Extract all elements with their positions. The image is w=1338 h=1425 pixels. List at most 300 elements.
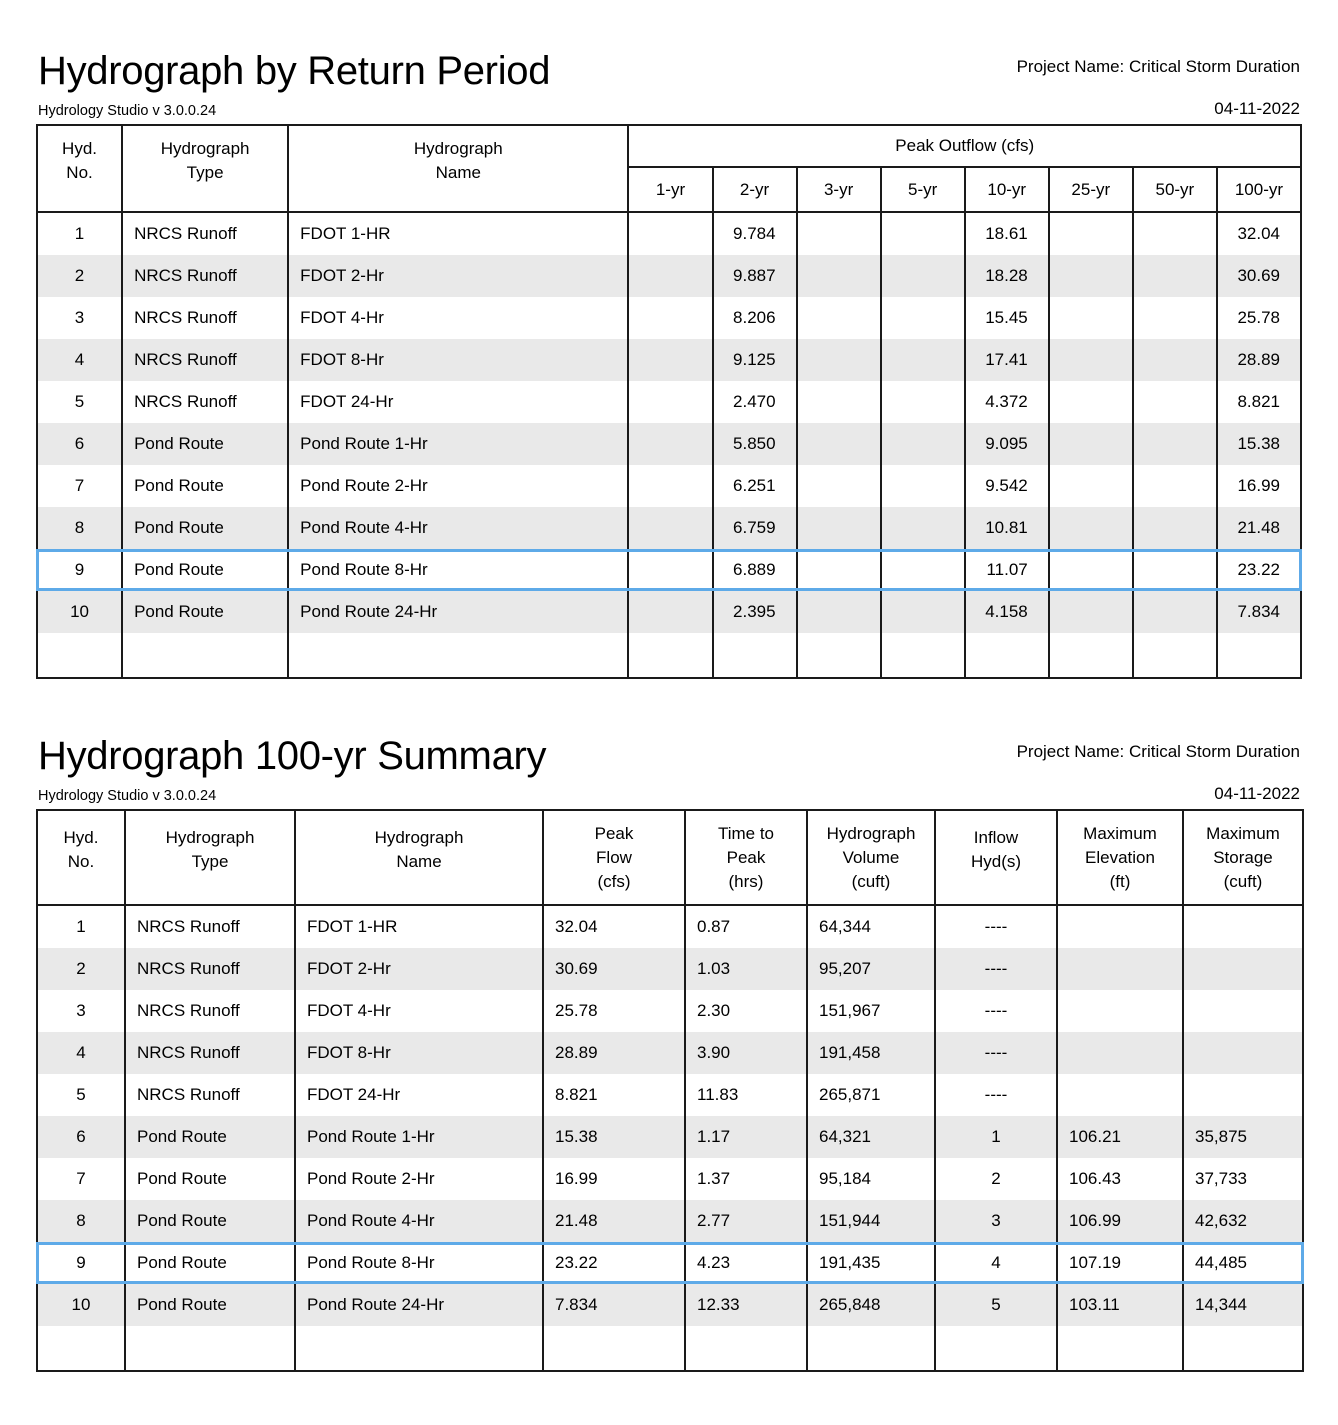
cell-peak-outflow-50-yr bbox=[1133, 212, 1217, 255]
cell-hydrograph-name bbox=[288, 423, 628, 465]
column-header-100yr: 100-yr bbox=[1217, 167, 1301, 212]
cell-peak-outflow-2-yr bbox=[713, 507, 797, 549]
cell-hydrograph-name bbox=[288, 255, 628, 297]
cell-hyd-no-text: 1 bbox=[74, 224, 85, 243]
cell-peak-outflow-3-yr bbox=[797, 381, 881, 423]
software-version-label: Hydrology Studio v 3.0.0.24 bbox=[38, 788, 217, 804]
header-line-2: Elevation bbox=[1085, 848, 1155, 867]
cell-peak-outflow-5-yr bbox=[881, 297, 965, 339]
cell-peak-outflow-2-yr bbox=[713, 591, 797, 633]
cell-peak-flow-text: 23.22 bbox=[555, 1253, 598, 1272]
cell-peak-flow-text: 21.48 bbox=[555, 1211, 598, 1230]
report-date-label: 04-11-2022 bbox=[1214, 784, 1300, 803]
header-line-1: Maximum bbox=[1083, 824, 1157, 843]
cell-peak-outflow-1-yr bbox=[628, 381, 712, 423]
cell-peak-outflow-5-yr bbox=[881, 339, 965, 381]
header-line-3: (cfs) bbox=[597, 872, 631, 891]
cell-peak-outflow-100-yr-text: 32.04 bbox=[1237, 224, 1280, 243]
table-row[interactable] bbox=[37, 507, 1301, 549]
cell-hydrograph-type-text: NRCS Runoff bbox=[134, 224, 237, 243]
cell-peak-outflow-100-yr-text: 21.48 bbox=[1237, 518, 1280, 537]
header-line-1: Inflow bbox=[973, 828, 1019, 847]
header-line-1: Hyd. bbox=[63, 828, 99, 847]
cell-maximum-elevation bbox=[1057, 1200, 1183, 1242]
cell-peak-outflow-25-yr bbox=[1049, 465, 1133, 507]
column-header-inflow-hyds bbox=[935, 810, 1057, 905]
cell-peak-outflow-2-yr-text: 9.887 bbox=[733, 266, 776, 285]
table-body bbox=[37, 905, 1303, 1371]
cell-peak-outflow-100-yr bbox=[1217, 465, 1301, 507]
cell-maximum-storage bbox=[1183, 1032, 1303, 1074]
cell-maximum-storage bbox=[1183, 1284, 1303, 1326]
empty-cell bbox=[628, 633, 712, 678]
header-line-2: Name bbox=[435, 163, 481, 182]
empty-cell bbox=[685, 1326, 807, 1371]
cell-hydrograph-type-text: NRCS Runoff bbox=[137, 1043, 240, 1062]
table-row[interactable] bbox=[37, 1074, 1303, 1116]
header-line-1: Time to bbox=[717, 824, 775, 843]
cell-peak-flow bbox=[543, 1032, 685, 1074]
section-one-header bbox=[36, 46, 1302, 124]
table-row[interactable] bbox=[37, 990, 1303, 1032]
cell-peak-outflow-100-yr-text: 15.38 bbox=[1237, 434, 1280, 453]
cell-hydrograph-name bbox=[295, 1032, 543, 1074]
column-header-hydrograph-volume bbox=[807, 810, 935, 905]
cell-time-to-peak bbox=[685, 1032, 807, 1074]
cell-peak-outflow-100-yr bbox=[1217, 297, 1301, 339]
cell-hydrograph-volume-text: 265,871 bbox=[819, 1085, 881, 1104]
header-line-1: Hydrograph bbox=[826, 824, 916, 843]
table-row[interactable] bbox=[37, 339, 1301, 381]
cell-time-to-peak-text: 12.33 bbox=[697, 1295, 740, 1314]
header-line-3: (ft) bbox=[1109, 872, 1131, 891]
cell-hydrograph-type bbox=[122, 212, 288, 255]
table-row[interactable] bbox=[37, 1158, 1303, 1200]
cell-peak-flow bbox=[543, 905, 685, 948]
cell-hyd-no bbox=[37, 212, 122, 255]
cell-hydrograph-name-text: FDOT 4-Hr bbox=[300, 308, 384, 327]
cell-maximum-storage-text: 42,632 bbox=[1195, 1211, 1247, 1230]
cell-peak-outflow-2-yr bbox=[713, 465, 797, 507]
table-body bbox=[37, 212, 1301, 678]
cell-hyd-no-text: 3 bbox=[74, 308, 85, 327]
cell-peak-outflow-100-yr-text: 28.89 bbox=[1237, 350, 1280, 369]
cell-time-to-peak-text: 1.37 bbox=[697, 1169, 731, 1188]
cell-peak-outflow-25-yr bbox=[1049, 339, 1133, 381]
cell-hydrograph-type bbox=[122, 591, 288, 633]
cell-hydrograph-type-text: Pond Route bbox=[137, 1169, 227, 1188]
header-line-2: Type bbox=[191, 852, 229, 871]
cell-hyd-no-text: 6 bbox=[74, 434, 85, 453]
cell-inflow-hyds-text: ---- bbox=[984, 917, 1008, 936]
cell-maximum-storage-text: 35,875 bbox=[1195, 1127, 1247, 1146]
table-row[interactable] bbox=[37, 255, 1301, 297]
cell-hydrograph-volume-text: 151,944 bbox=[819, 1211, 881, 1230]
cell-maximum-elevation-text: 106.21 bbox=[1069, 1127, 1121, 1146]
cell-peak-outflow-100-yr bbox=[1217, 212, 1301, 255]
cell-peak-flow-text: 25.78 bbox=[555, 1001, 598, 1020]
column-header-hydrograph-type bbox=[125, 810, 295, 905]
cell-hyd-no-text: 10 bbox=[70, 602, 89, 621]
cell-inflow-hyds bbox=[935, 990, 1057, 1032]
cell-peak-outflow-50-yr bbox=[1133, 507, 1217, 549]
cell-inflow-hyds bbox=[935, 1032, 1057, 1074]
cell-hyd-no-text: 6 bbox=[76, 1127, 86, 1146]
cell-hydrograph-type bbox=[125, 1284, 295, 1326]
table-row[interactable] bbox=[37, 297, 1301, 339]
cell-hydrograph-volume bbox=[807, 1158, 935, 1200]
empty-cell bbox=[125, 1326, 295, 1371]
cell-time-to-peak-text: 3.90 bbox=[697, 1043, 731, 1062]
table-row[interactable] bbox=[37, 591, 1301, 633]
cell-peak-outflow-100-yr bbox=[1217, 381, 1301, 423]
cell-peak-outflow-25-yr bbox=[1049, 591, 1133, 633]
cell-hyd-no bbox=[37, 465, 122, 507]
header-line-2: No. bbox=[66, 163, 93, 182]
cell-hydrograph-type bbox=[125, 905, 295, 948]
cell-peak-flow bbox=[543, 1242, 685, 1284]
cell-hydrograph-volume bbox=[807, 1242, 935, 1284]
cell-hyd-no-text: 4 bbox=[74, 350, 85, 369]
cell-maximum-storage bbox=[1183, 905, 1303, 948]
cell-time-to-peak-text: 1.03 bbox=[697, 959, 731, 978]
cell-peak-outflow-50-yr bbox=[1133, 297, 1217, 339]
cell-hyd-no bbox=[37, 1200, 125, 1242]
cell-hydrograph-type bbox=[122, 297, 288, 339]
cell-peak-outflow-50-yr bbox=[1133, 255, 1217, 297]
table-row[interactable] bbox=[37, 1242, 1303, 1284]
cell-peak-flow bbox=[543, 1074, 685, 1116]
cell-peak-outflow-1-yr bbox=[628, 423, 712, 465]
cell-hydrograph-type-text: Pond Route bbox=[134, 476, 224, 495]
cell-hydrograph-name-text: Pond Route 8-Hr bbox=[307, 1253, 435, 1272]
project-name-label: Project Name: Critical Storm Duration bbox=[1016, 57, 1300, 76]
cell-peak-outflow-10-yr bbox=[965, 339, 1049, 381]
cell-hydrograph-volume-text: 191,458 bbox=[819, 1043, 881, 1062]
cell-peak-outflow-5-yr bbox=[881, 465, 965, 507]
cell-hydrograph-type bbox=[125, 948, 295, 990]
cell-peak-outflow-10-yr bbox=[965, 212, 1049, 255]
cell-inflow-hyds bbox=[935, 1158, 1057, 1200]
cell-hyd-no-text: 5 bbox=[74, 392, 85, 411]
cell-peak-outflow-100-yr bbox=[1217, 549, 1301, 591]
cell-maximum-elevation-text: 103.11 bbox=[1069, 1295, 1120, 1314]
cell-hydrograph-name-text: FDOT 24-Hr bbox=[300, 392, 394, 411]
cell-hyd-no-text: 2 bbox=[76, 959, 86, 978]
cell-hydrograph-name bbox=[295, 990, 543, 1032]
cell-time-to-peak bbox=[685, 1242, 807, 1284]
cell-peak-flow-text: 15.38 bbox=[555, 1127, 598, 1146]
cell-inflow-hyds bbox=[935, 1074, 1057, 1116]
cell-maximum-elevation bbox=[1057, 1284, 1183, 1326]
column-header-maximum-storage bbox=[1183, 810, 1303, 905]
cell-hydrograph-name-text: FDOT 8-Hr bbox=[307, 1043, 391, 1062]
cell-hydrograph-type-text: NRCS Runoff bbox=[134, 350, 237, 369]
cell-inflow-hyds bbox=[935, 905, 1057, 948]
cell-peak-outflow-2-yr-text: 9.125 bbox=[733, 350, 776, 369]
cell-hydrograph-type-text: NRCS Runoff bbox=[134, 266, 237, 285]
cell-maximum-elevation bbox=[1057, 1242, 1183, 1284]
column-header-10yr: 10-yr bbox=[965, 167, 1049, 212]
empty-cell bbox=[295, 1326, 543, 1371]
cell-peak-outflow-10-yr-text: 18.61 bbox=[985, 224, 1028, 243]
cell-peak-outflow-50-yr bbox=[1133, 423, 1217, 465]
cell-peak-outflow-2-yr-text: 8.206 bbox=[733, 308, 776, 327]
cell-hydrograph-name-text: FDOT 2-Hr bbox=[300, 266, 384, 285]
column-header-hyd-no bbox=[37, 810, 125, 905]
cell-hyd-no bbox=[37, 1284, 125, 1326]
cell-maximum-storage-text: 14,344 bbox=[1195, 1295, 1247, 1314]
cell-maximum-elevation bbox=[1057, 1116, 1183, 1158]
cell-hydrograph-type-text: NRCS Runoff bbox=[134, 392, 237, 411]
cell-peak-outflow-10-yr bbox=[965, 549, 1049, 591]
cell-peak-flow bbox=[543, 1200, 685, 1242]
cell-maximum-storage bbox=[1183, 1074, 1303, 1116]
cell-peak-outflow-100-yr-text: 23.22 bbox=[1237, 560, 1280, 579]
cell-maximum-elevation-text: 107.19 bbox=[1069, 1253, 1121, 1272]
cell-peak-outflow-1-yr bbox=[628, 212, 712, 255]
cell-hydrograph-name-text: Pond Route 1-Hr bbox=[300, 434, 428, 453]
cell-peak-outflow-25-yr bbox=[1049, 549, 1133, 591]
cell-hyd-no bbox=[37, 255, 122, 297]
empty-cell bbox=[797, 633, 881, 678]
cell-hydrograph-name-text: FDOT 24-Hr bbox=[307, 1085, 401, 1104]
cell-inflow-hyds-text: ---- bbox=[984, 1085, 1008, 1104]
cell-peak-outflow-2-yr-text: 2.395 bbox=[733, 602, 776, 621]
cell-peak-outflow-10-yr-text: 4.158 bbox=[985, 602, 1028, 621]
cell-peak-flow-text: 32.04 bbox=[555, 917, 598, 936]
cell-peak-outflow-2-yr-text: 6.251 bbox=[733, 476, 776, 495]
cell-inflow-hyds bbox=[935, 1242, 1057, 1284]
cell-time-to-peak-text: 1.17 bbox=[697, 1127, 731, 1146]
cell-time-to-peak-text: 2.77 bbox=[697, 1211, 731, 1230]
header-line-1: Maximum bbox=[1206, 824, 1280, 843]
cell-hydrograph-type bbox=[125, 1242, 295, 1284]
cell-hydrograph-type-text: Pond Route bbox=[134, 602, 224, 621]
cell-maximum-storage bbox=[1183, 1242, 1303, 1284]
cell-peak-outflow-3-yr bbox=[797, 339, 881, 381]
cell-peak-outflow-100-yr-text: 16.99 bbox=[1237, 476, 1280, 495]
cell-peak-outflow-2-yr bbox=[713, 381, 797, 423]
cell-hyd-no-text: 5 bbox=[76, 1085, 86, 1104]
cell-hydrograph-type-text: NRCS Runoff bbox=[137, 1001, 240, 1020]
column-header-2yr: 2-yr bbox=[713, 167, 797, 212]
header-line-2: Peak bbox=[726, 848, 766, 867]
cell-hydrograph-name bbox=[295, 948, 543, 990]
cell-hyd-no-text: 1 bbox=[76, 917, 86, 936]
table-row[interactable] bbox=[37, 1200, 1303, 1242]
cell-peak-outflow-10-yr bbox=[965, 465, 1049, 507]
cell-hydrograph-name-text: Pond Route 24-Hr bbox=[300, 602, 438, 621]
cell-hydrograph-name bbox=[288, 591, 628, 633]
cell-hydrograph-name-text: FDOT 2-Hr bbox=[307, 959, 391, 978]
cell-inflow-hyds-text: 5 bbox=[991, 1295, 1001, 1314]
cell-hydrograph-type bbox=[122, 423, 288, 465]
cell-peak-outflow-5-yr bbox=[881, 255, 965, 297]
cell-peak-outflow-50-yr bbox=[1133, 549, 1217, 591]
table-row[interactable] bbox=[37, 1032, 1303, 1074]
cell-hyd-no-text: 9 bbox=[76, 1253, 86, 1272]
cell-hydrograph-volume bbox=[807, 905, 935, 948]
cell-time-to-peak bbox=[685, 1158, 807, 1200]
column-header-hydrograph-name bbox=[288, 125, 628, 212]
cell-peak-outflow-5-yr bbox=[881, 423, 965, 465]
cell-hydrograph-type-text: Pond Route bbox=[134, 560, 224, 579]
cell-time-to-peak-text: 0.87 bbox=[697, 917, 731, 936]
cell-hydrograph-type-text: NRCS Runoff bbox=[137, 1085, 240, 1104]
cell-peak-outflow-25-yr bbox=[1049, 255, 1133, 297]
cell-hyd-no bbox=[37, 1116, 125, 1158]
cell-hydrograph-name bbox=[288, 297, 628, 339]
cell-peak-outflow-1-yr bbox=[628, 591, 712, 633]
table-row[interactable] bbox=[37, 381, 1301, 423]
cell-peak-outflow-10-yr-text: 15.45 bbox=[985, 308, 1028, 327]
cell-peak-outflow-2-yr-text: 9.784 bbox=[733, 224, 776, 243]
cell-peak-flow bbox=[543, 990, 685, 1032]
table-row[interactable] bbox=[37, 549, 1301, 591]
cell-peak-outflow-100-yr-text: 8.821 bbox=[1237, 392, 1280, 411]
table-row[interactable] bbox=[37, 948, 1303, 990]
cell-hydrograph-volume-text: 64,344 bbox=[819, 917, 871, 936]
cell-maximum-elevation bbox=[1057, 1032, 1183, 1074]
table-row[interactable] bbox=[37, 905, 1303, 948]
cell-hydrograph-name bbox=[288, 465, 628, 507]
header-line-1: Hyd. bbox=[62, 139, 98, 158]
project-name-label: Project Name: Critical Storm Duration bbox=[1016, 742, 1300, 761]
cell-maximum-storage bbox=[1183, 1200, 1303, 1242]
cell-peak-outflow-10-yr-text: 18.28 bbox=[985, 266, 1028, 285]
cell-hydrograph-volume bbox=[807, 1200, 935, 1242]
cell-hydrograph-name bbox=[288, 212, 628, 255]
cell-peak-flow bbox=[543, 948, 685, 990]
empty-cell bbox=[1049, 633, 1133, 678]
cell-hydrograph-volume bbox=[807, 1032, 935, 1074]
cell-hydrograph-name bbox=[288, 339, 628, 381]
table-row[interactable] bbox=[37, 465, 1301, 507]
cell-time-to-peak bbox=[685, 1116, 807, 1158]
header-line-2: Name bbox=[396, 852, 442, 871]
cell-peak-outflow-2-yr bbox=[713, 297, 797, 339]
cell-hyd-no bbox=[37, 549, 122, 591]
cell-hydrograph-type bbox=[122, 465, 288, 507]
cell-hydrograph-volume bbox=[807, 948, 935, 990]
cell-hydrograph-volume bbox=[807, 1116, 935, 1158]
cell-peak-outflow-10-yr-text: 9.542 bbox=[985, 476, 1028, 495]
cell-hyd-no bbox=[37, 990, 125, 1032]
cell-hydrograph-name-text: Pond Route 8-Hr bbox=[300, 560, 428, 579]
table-row[interactable] bbox=[37, 1116, 1303, 1158]
cell-peak-flow-text: 16.99 bbox=[555, 1169, 598, 1188]
cell-hyd-no bbox=[37, 297, 122, 339]
cell-peak-flow-text: 7.834 bbox=[555, 1295, 598, 1314]
page-title: Hydrograph 100-yr Summary bbox=[38, 734, 547, 778]
cell-hydrograph-name-text: FDOT 1-HR bbox=[300, 224, 391, 243]
cell-peak-outflow-1-yr bbox=[628, 339, 712, 381]
table-empty-row bbox=[37, 1326, 1303, 1371]
cell-maximum-storage-text: 37,733 bbox=[1195, 1169, 1247, 1188]
cell-hydrograph-type-text: NRCS Runoff bbox=[137, 917, 240, 936]
cell-time-to-peak bbox=[685, 1074, 807, 1116]
cell-peak-outflow-1-yr bbox=[628, 507, 712, 549]
empty-cell bbox=[37, 1326, 125, 1371]
cell-peak-outflow-25-yr bbox=[1049, 212, 1133, 255]
cell-hyd-no-text: 7 bbox=[74, 476, 85, 495]
column-header-5yr: 5-yr bbox=[881, 167, 965, 212]
table-row[interactable] bbox=[37, 212, 1301, 255]
cell-hyd-no-text: 3 bbox=[76, 1001, 86, 1020]
cell-hydrograph-type bbox=[125, 990, 295, 1032]
header-line-1: Hydrograph bbox=[160, 139, 250, 158]
cell-hydrograph-name-text: Pond Route 1-Hr bbox=[307, 1127, 435, 1146]
cell-hydrograph-type bbox=[125, 1032, 295, 1074]
cell-hydrograph-type-text: Pond Route bbox=[137, 1253, 227, 1272]
cell-peak-outflow-25-yr bbox=[1049, 381, 1133, 423]
cell-hyd-no bbox=[37, 1158, 125, 1200]
cell-peak-outflow-10-yr-text: 17.41 bbox=[985, 350, 1028, 369]
cell-hyd-no bbox=[37, 507, 122, 549]
empty-cell bbox=[1133, 633, 1217, 678]
cell-peak-outflow-5-yr bbox=[881, 591, 965, 633]
cell-hydrograph-volume-text: 95,184 bbox=[819, 1169, 871, 1188]
cell-peak-outflow-10-yr bbox=[965, 591, 1049, 633]
table-row[interactable] bbox=[37, 423, 1301, 465]
cell-maximum-storage bbox=[1183, 1158, 1303, 1200]
table-row[interactable] bbox=[37, 1284, 1303, 1326]
cell-inflow-hyds-text: ---- bbox=[984, 1043, 1008, 1062]
cell-hydrograph-volume-text: 151,967 bbox=[819, 1001, 881, 1020]
cell-hydrograph-volume-text: 265,848 bbox=[819, 1295, 881, 1314]
cell-hydrograph-volume-text: 95,207 bbox=[819, 959, 871, 978]
header-line-3: (hrs) bbox=[728, 872, 764, 891]
cell-peak-outflow-1-yr bbox=[628, 465, 712, 507]
table-header bbox=[37, 810, 1303, 905]
cell-peak-outflow-1-yr bbox=[628, 297, 712, 339]
cell-hydrograph-name bbox=[295, 905, 543, 948]
cell-peak-outflow-10-yr-text: 9.095 bbox=[985, 434, 1028, 453]
cell-peak-outflow-10-yr-text: 11.07 bbox=[986, 560, 1028, 579]
cell-peak-outflow-100-yr-text: 25.78 bbox=[1237, 308, 1280, 327]
cell-maximum-elevation bbox=[1057, 1158, 1183, 1200]
cell-peak-outflow-10-yr bbox=[965, 297, 1049, 339]
cell-hydrograph-name-text: Pond Route 2-Hr bbox=[307, 1169, 435, 1188]
cell-hydrograph-type-text: NRCS Runoff bbox=[137, 959, 240, 978]
cell-inflow-hyds-text: ---- bbox=[984, 959, 1008, 978]
cell-peak-outflow-5-yr bbox=[881, 212, 965, 255]
cell-peak-outflow-25-yr bbox=[1049, 297, 1133, 339]
cell-inflow-hyds-text: 1 bbox=[991, 1127, 1001, 1146]
cell-peak-outflow-100-yr bbox=[1217, 591, 1301, 633]
cell-time-to-peak-text: 4.23 bbox=[697, 1253, 731, 1272]
cell-peak-outflow-100-yr-text: 30.69 bbox=[1237, 266, 1280, 285]
summary-report bbox=[0, 679, 1338, 1372]
cell-hydrograph-name bbox=[288, 507, 628, 549]
cell-peak-flow bbox=[543, 1116, 685, 1158]
cell-peak-outflow-3-yr bbox=[797, 591, 881, 633]
cell-time-to-peak bbox=[685, 1284, 807, 1326]
cell-peak-outflow-25-yr bbox=[1049, 423, 1133, 465]
header-line-3: (cuft) bbox=[851, 872, 891, 891]
cell-peak-outflow-1-yr bbox=[628, 549, 712, 591]
header-line-2: Hyd(s) bbox=[970, 852, 1022, 871]
cell-peak-outflow-25-yr bbox=[1049, 507, 1133, 549]
empty-cell bbox=[37, 633, 122, 678]
cell-peak-flow-text: 28.89 bbox=[555, 1043, 598, 1062]
cell-hyd-no-text: 10 bbox=[71, 1295, 91, 1314]
cell-hydrograph-name bbox=[295, 1116, 543, 1158]
cell-hydrograph-type bbox=[122, 549, 288, 591]
page-title: Hydrograph by Return Period bbox=[38, 49, 551, 93]
cell-hyd-no-text: 8 bbox=[74, 518, 85, 537]
